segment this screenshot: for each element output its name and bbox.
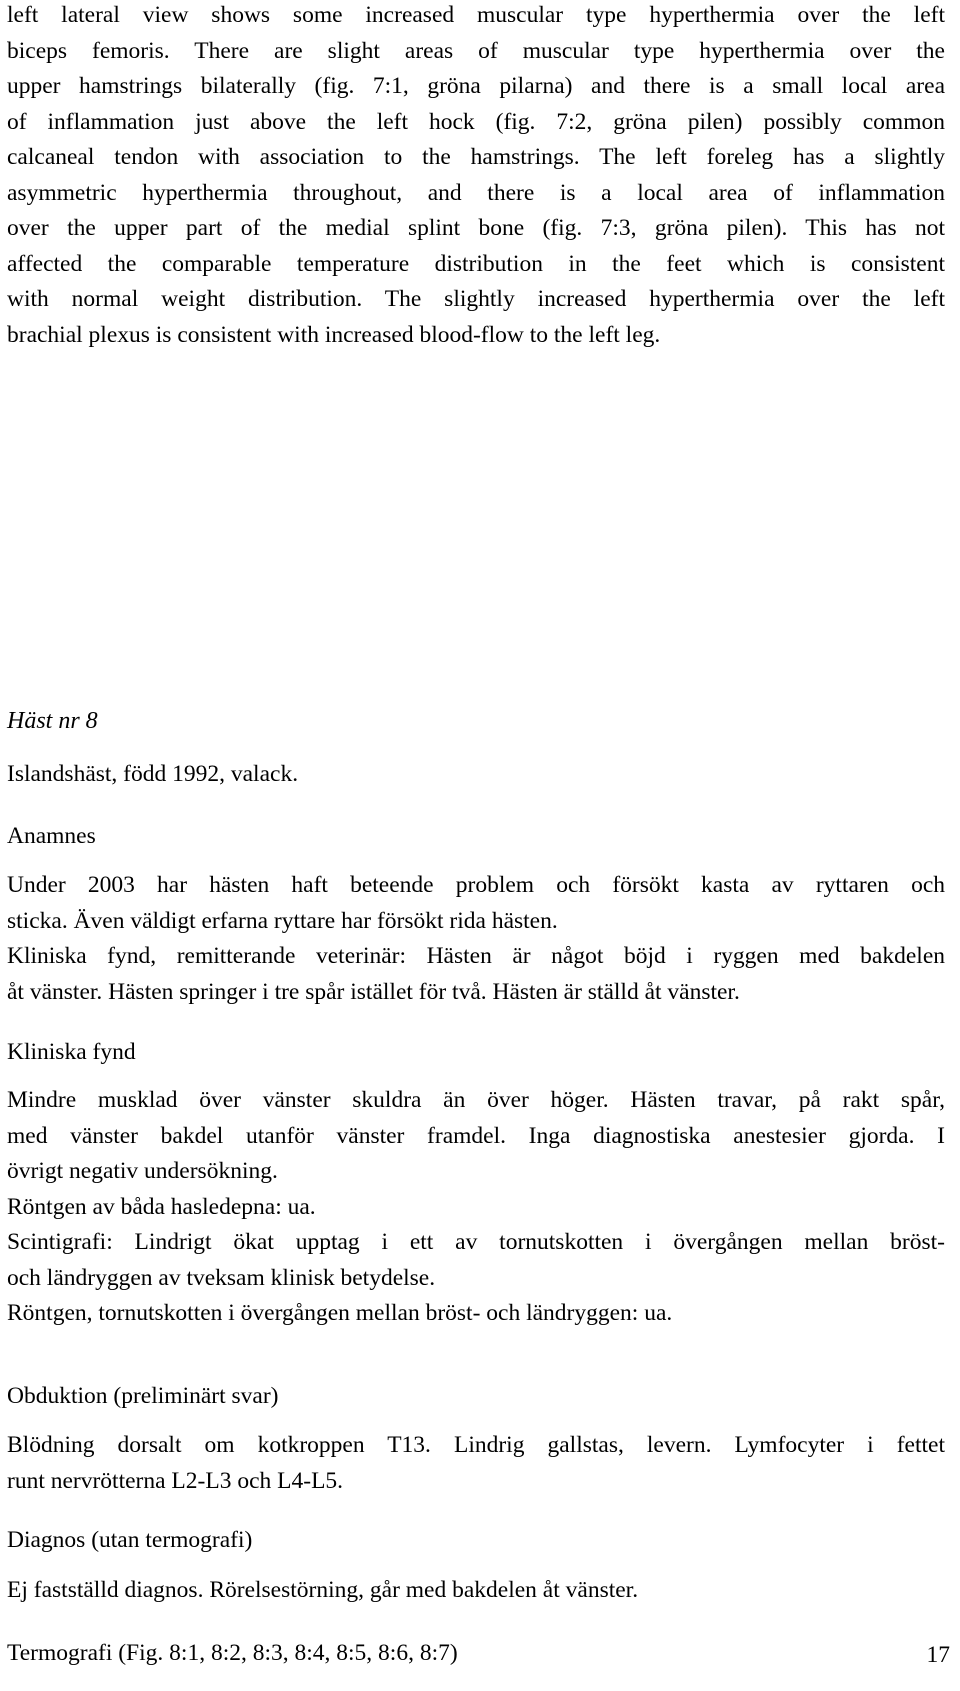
text-line: asymmetric hyperthermia throughout, and there is a local area of inflammation <box>7 179 945 206</box>
diagnos-heading: Diagnos (utan termografi) <box>7 1527 253 1553</box>
text-line: sticka. Även väldigt erfarna ryttare har försökt rida hästen. <box>7 907 558 934</box>
text-line: Under 2003 har hästen haft beteende problem och försökt kasta av ryttaren och <box>7 872 945 898</box>
anamnes-heading: Anamnes <box>7 823 96 849</box>
text-line: Röntgen av båda hasledерna: ua. <box>7 1193 316 1220</box>
text-line: with normal weight distribution. The slightly increased hyperthermia over the left <box>7 286 945 312</box>
termografi-heading: Termografi (Fig. 8:1, 8:2, 8:3, 8:4, 8:5, 8:6, 8:7) <box>7 1640 458 1666</box>
text-line: calcaneal tendon with association to the hamstrings. The left foreleg has a slightly <box>7 144 945 170</box>
text-line: och ländryggen av tveksam klinisk betydelse. <box>7 1264 436 1291</box>
paragraph-thermography-continued <box>7 0 945 353</box>
obduktion-heading: Obduktion (preliminärt svar) <box>7 1383 279 1409</box>
horse-info: Islandshäst, född 1992, valack. <box>7 761 299 787</box>
text-line: upper hamstrings bilaterally (fig. 7:1, gröna pilarna) and there is a small local area <box>7 73 945 99</box>
horse-heading: Häst nr 8 <box>7 708 98 734</box>
text-line: runt nervrötterna L2-L3 och L4-L5. <box>7 1467 344 1494</box>
anamnes-paragraph <box>7 868 945 1010</box>
text-line: Mindre musklad över vänster skuldra än över höger. Hästen travar, på rakt spår, <box>7 1087 945 1113</box>
text-line: over the upper part of the medial splint bone (fig. 7:3, gröna pilen). This has not <box>7 215 945 241</box>
text-line: Scintigrafi: Lindrigt ökat upptag i ett av tornutskotten i övergången mellan bröst- <box>7 1229 945 1255</box>
text-line: åt vänster. Hästen springer i tre spår istället för två. Hästen är ställd åt vänster. <box>7 978 740 1005</box>
kliniska-fynd-paragraph <box>7 1083 945 1332</box>
kliniska-fynd-heading: Kliniska fynd <box>7 1039 136 1065</box>
text-line: övrigt negativ undersökning. <box>7 1158 278 1184</box>
text-line: biceps femoris. There are slight areas of muscular type hyperthermia over the <box>7 37 945 64</box>
text-line: affected the comparable temperature distribution in the feet which is consistent <box>7 250 945 277</box>
text-line: med vänster bakdel utanför vänster framdel. Inga diagnostiska anestesier gjorda. I <box>7 1122 945 1149</box>
text-line: left lateral view shows some increased muscular type hyperthermia over the left <box>7 2 945 28</box>
page-number: 17 <box>926 1642 950 1668</box>
text-line: brachial plexus is consistent with increased blood-flow to the left leg. <box>7 321 661 348</box>
text-line: Blödning dorsalt om kotkroppen T13. Lindrig gallstas, levern. Lymfocyter i fettet <box>7 1432 945 1458</box>
text-line: of inflammation just above the left hock (fig. 7:2, gröna pilen) possibly common <box>7 108 945 135</box>
text-line: Kliniska fynd, remitterande veterinär: Hästen är något böjd i ryggen med bakdelen <box>7 943 945 969</box>
obduktion-paragraph <box>7 1428 945 1499</box>
diagnos-text: Ej fastställd diagnos. Rörelsestörning, går med bakdelen åt vänster. <box>7 1577 639 1603</box>
text-line: Röntgen, tornutskotten i övergången mellan bröst- och ländryggen: ua. <box>7 1300 673 1326</box>
